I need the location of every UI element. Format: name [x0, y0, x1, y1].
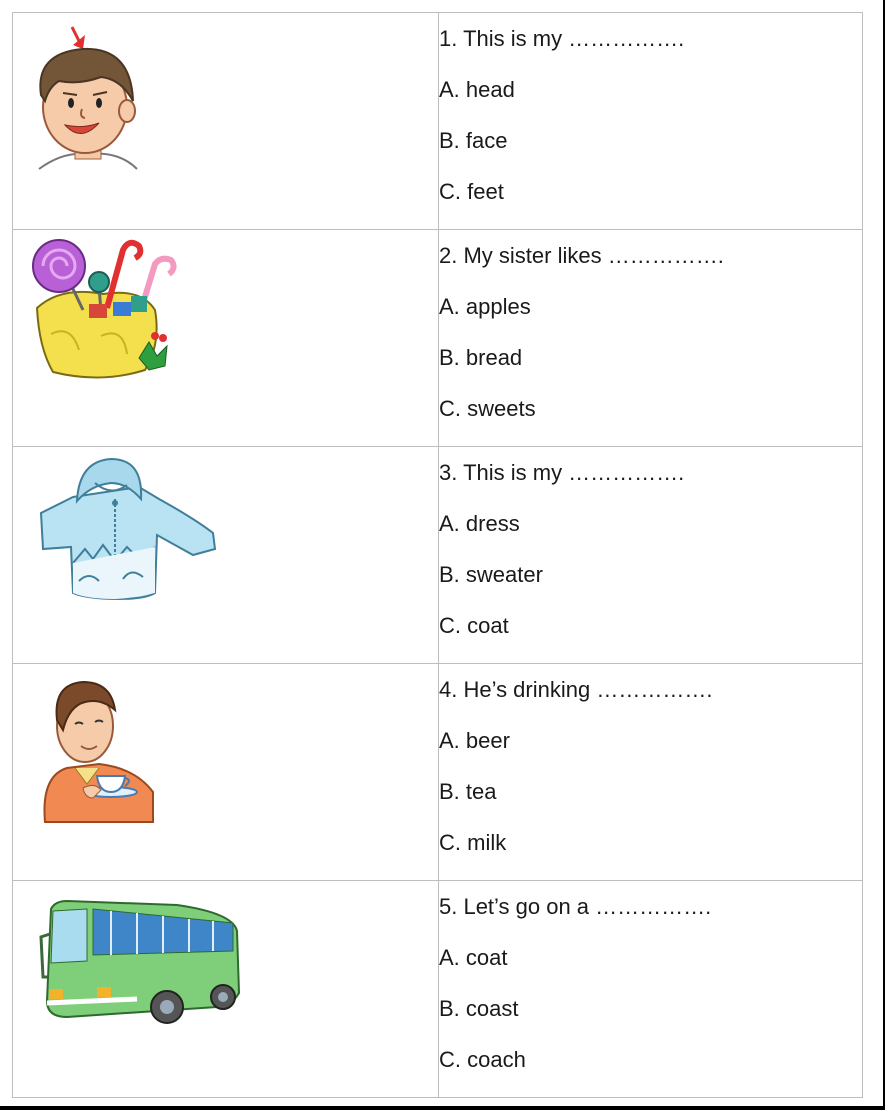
question-cell-3	[439, 447, 863, 664]
question-5-option-a[interactable]: A. coat	[439, 945, 508, 970]
question-row-3	[13, 447, 863, 664]
question-1-prompt: 1. This is my …………….	[439, 26, 685, 51]
picture-cell-2	[13, 230, 439, 447]
question-1-option-a[interactable]: A. head	[439, 77, 515, 102]
question-4-prompt: 4. He’s drinking …………….	[439, 677, 713, 702]
coach-bus-icon	[27, 893, 243, 1033]
question-cell-4	[439, 664, 863, 881]
question-5-option-b[interactable]: B. coast	[439, 996, 519, 1021]
picture-cell-3	[13, 447, 439, 664]
coat-icon	[27, 453, 221, 603]
question-3-option-b[interactable]: B. sweater	[439, 562, 543, 587]
question-row-1	[13, 13, 863, 230]
question-row-4	[13, 664, 863, 881]
picture-cell-5	[13, 881, 439, 1098]
question-2-option-c[interactable]: C. sweets	[439, 396, 536, 421]
question-2-prompt: 2. My sister likes …………….	[439, 243, 724, 268]
question-4-option-a[interactable]: A. beer	[439, 728, 510, 753]
question-cell-5	[439, 881, 863, 1098]
question-3-prompt: 3. This is my …………….	[439, 460, 685, 485]
question-4-option-b[interactable]: B. tea	[439, 779, 497, 804]
sweets-bag-icon	[31, 238, 181, 388]
question-5-prompt: 5. Let’s go on a …………….	[439, 894, 712, 919]
question-row-2	[13, 230, 863, 447]
question-1-option-b[interactable]: B. face	[439, 128, 508, 153]
question-cell-2	[439, 230, 863, 447]
question-cell-1	[439, 13, 863, 230]
question-2-option-a[interactable]: A. apples	[439, 294, 531, 319]
man-drinking-tea-icon	[39, 676, 157, 826]
question-3-option-c[interactable]: C. coat	[439, 613, 509, 638]
question-row-5	[13, 881, 863, 1098]
picture-cell-1	[13, 13, 439, 230]
question-3-option-a[interactable]: A. dress	[439, 511, 520, 536]
boy-head-icon	[23, 19, 153, 179]
picture-cell-4	[13, 664, 439, 881]
question-2-option-b[interactable]: B. bread	[439, 345, 523, 370]
question-4-option-c[interactable]: C. milk	[439, 830, 507, 855]
worksheet-table	[12, 12, 863, 1098]
question-1-option-c[interactable]: C. feet	[439, 179, 504, 204]
question-5-option-c[interactable]: C. coach	[439, 1047, 526, 1072]
